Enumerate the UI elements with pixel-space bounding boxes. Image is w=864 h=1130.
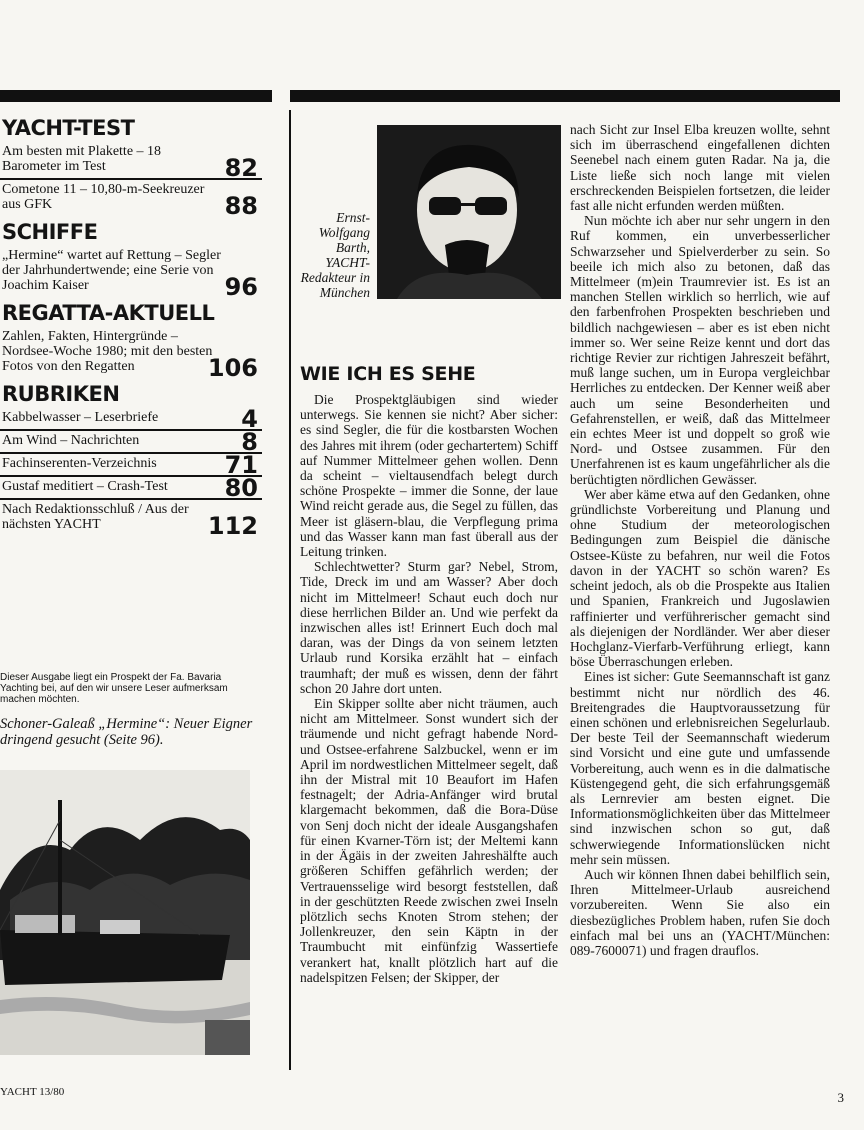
schooner-photo: [0, 770, 250, 1055]
issue-footer: YACHT 13/80: [0, 1086, 65, 1098]
page-number: 3: [837, 1090, 844, 1105]
article-headline: WIE ICH ES SEHE: [300, 363, 476, 385]
toc-entry[interactable]: [0, 142, 262, 180]
author-portrait: [377, 125, 561, 299]
toc-page-number: 82: [224, 154, 258, 182]
toc-page-number: 71: [224, 451, 258, 479]
toc-entry-text: Fachinserenten-Verzeichnis: [2, 456, 157, 471]
top-bar-left: [0, 90, 272, 102]
toc-entry-text: Am besten mit Plakette – 18 Barometer im Test: [2, 144, 162, 174]
toc-page-number: 106: [207, 354, 258, 382]
article-paragraph: Eines ist sicher: Gute Seemannschaft ist ganz bestimmt nicht nur nördlich des 46. Breitengrades die Hauptvoraussetzung für einen schönen und erlebnisreichen Segelurlaub. Der beste Teil der Seemannschaft wiederum sind Vorsicht und eine gute und umfassende Vorbereitung, auch wenn es in die dalmatische Küstengegend geht, die sich erfahrungsgemäß als Lernrevier am besten eignet. Die Informationsmöglichkeiten über das Mittelmeer sind inzwischen schon so gut, daß schwerwiegende Informationslücken nicht mehr sein müssen.: [570, 669, 830, 867]
toc-entry-text: „Hermine“ wartet auf Rettung – Segler der Jahrhundertwende; eine Serie von Joachim Kaiser: [2, 248, 221, 293]
toc-entry[interactable]: [0, 246, 262, 301]
toc-entry[interactable]: [0, 474, 262, 502]
article-paragraph: Schlechtwetter? Sturm gar? Nebel, Strom, Tide, Dreck im und am Wasser? Aber doch nicht im Mittelmeer! Schaut euch doch nur diese herrlichen Bilder an. Und wie perfekt da inzwischen alles ist! Erinnert Euch doch mal daran, was der Dings da von seinem letzten Urlaub rund Korsika erzählt hat – einfach traumhaft; der muß es wissen, denn der fährt schon 20 Jahre dort unten.: [300, 559, 558, 696]
toc-page-number: 4: [241, 405, 258, 433]
toc-section-title: SCHIFFE: [2, 220, 98, 244]
article-paragraph: Wer aber käme etwa auf den Gedanken, ohne gründlichste Vorbereitung und Planung und ohne Studium der meteorologischen Bedingungen zum Beispiel die dänische Ostsee-Küste zu befahren, nur weil die Fotos davon in der YACHT so schön waren? Es scheint jedoch, als ob die Prospekte aus Italien und Spanien, Frankreich und Jugoslawien raffinierter und verführerischer gemacht sind als diejenigen der Nordländer. Wer aber dieser Hochglanz-Vierfarb-Verführung erliegt, kann böse Überraschungen erleben.: [570, 486, 830, 670]
toc-page-number: 8: [241, 428, 258, 456]
article-paragraph: Die Prospektgläubigen sind wieder unterwegs. Sie kennen sie nicht? Aber sicher: es sind Segler, die für die kostbarsten Wochen des Jahres mit ihrem (oder gechartertem) Schiff auf Nummer Mittelmeer gehen wollen. Denn da scheint – vieltausendfach belegt durch schöne Prospekte – immer die Sonne, der laue Wind reicht gerade aus, die Segel zu füllen, das Meer ist gläsern-blau, die Verpflegung prima und das Wasser kann man fast überall aus der Leitung trinken.: [300, 392, 558, 560]
insert-note: Dieser Ausgabe liegt ein Prospekt der Fa. Bavaria Yachting bei, auf den wir unsere Leser aufmerksam machen möchten.: [0, 672, 228, 705]
article-paragraph: Nun möchte ich aber nur sehr ungern in den Ruf kommen, ein unverbesserlicher Schwarzseher und Spielverderber zu sein. So beeile ich mich also zu betonen, daß das Mittelmeer (m)ein Traumrevier ist. Es ist an manchen Stellen wirklich so herrlich, wie auf den farbenfrohen Prospekten beschrieben und bildlich nachgewiesen – aber es ist eben nicht immer so. Wer seine Reize kennt und dort das richtige Revier zur richtigen Jahreszeit befährt, muß lange suchen, um in Europa vergleichbar Herrliches zu entdecken. Der Kenner weiß aber auch um seine Besonderheiten und Gefahrenstellen, er weiß, daß das Mittelmeer ein echtes Meer ist und doppelt so groß wie Nord- und Ostsee zusammen. Für den Unerfahrenen ist es kaum ungefährlicher als die berüchtigten nördlichen Gewässer.: [570, 213, 830, 487]
photo-caption: Schoner-Galeaß „Hermine“: Neuer Eigner dringend gesucht (Seite 96).: [0, 716, 253, 748]
article-paragraph: Ein Skipper sollte aber nicht träumen, auch nicht am Mittelmeer. Sonst wundert sich der träumende und nicht gefragt habende Nord- und Ostsee-erfahrene Salzbuckel, wenn er im April im nordwestlichen Mittelmeer segelt, daß ihn der Mistral mit 10 Beaufort im Hafen festnagelt; der Adria-Anfänger wird brutal klargemacht bekommen, daß die Bora-Düse von Senj doch nicht der ideale Ausgangshafen für einen Kvarner-Törn ist; der Meltemi kann in der Ägäis in der zweiten Jahreshälfte auch größeren Schiffen gefährlich werden; der Vertrauensselige wird besorgt feststellen, daß in der geschützten Reede zwischen zwei Inseln plötzlich sechs Knoten Strom stehen; der Jollenkreuzer, den sein Käptn in der Traumbucht mit einfünfzig Wassertiefe verankert hat, knallt plötzlich hart auf die nadelspitzen Felsen; der Skipper, der: [300, 696, 558, 985]
toc-entry-text: Cometone 11 – 10,80-m-Seekreuzer aus GFK: [2, 182, 205, 212]
toc-page-number: 88: [224, 192, 258, 220]
article-paragraph: nach Sicht zur Insel Elba kreuzen wollte, sehnt sich im überraschend eingefallenen dichten Seenebel nach einem guten Radar. Na ja, die Liste ließe sich noch lange mit vielen erschreckenden Beispielen fortsetzen, die leider fast alle nicht erfunden werden müßten.: [570, 122, 830, 214]
author-caption: Ernst-Wolfgang Barth, YACHT-Redakteur in München: [300, 210, 370, 300]
toc-page-number: 80: [224, 474, 258, 502]
article-paragraph: Auch wir können Ihnen dabei behilflich sein, Ihren Mittelmeer-Urlaub ausreichend vorzubereiten. Wenn Sie also ein diesbezügliches Problem haben, rufen Sie doch einfach mal bei uns an (YACHT/München: 089-7600071) und fragen drauflos.: [570, 866, 830, 958]
toc-entry-text: Am Wind – Nachrichten: [2, 433, 140, 448]
toc-page-number: 96: [224, 273, 258, 301]
top-bar-right: [290, 90, 840, 102]
toc-entry[interactable]: [0, 180, 262, 220]
toc-page-number: 112: [207, 512, 258, 540]
toc-section-title: REGATTA-AKTUELL: [2, 301, 215, 325]
toc-entry-text: Kabbelwasser – Leserbriefe: [2, 410, 159, 425]
table-of-contents: [0, 112, 262, 540]
article-column-2: [570, 122, 830, 958]
toc-section-title: RUBRIKEN: [2, 382, 120, 406]
toc-entry-text: Gustaf meditiert – Crash-Test: [2, 479, 168, 494]
article-column-1: [300, 392, 558, 985]
toc-entry-text: Zahlen, Fakten, Hintergründe – Nordsee-Woche 1980; mit den besten Fotos von den Regatten: [2, 329, 213, 374]
toc-entry[interactable]: [0, 327, 262, 382]
toc-entry-text: Nach Redaktionsschluß / Aus der nächsten YACHT: [2, 502, 189, 532]
toc-section-title: YACHT-TEST: [2, 116, 135, 140]
toc-entry[interactable]: [0, 428, 262, 456]
toc-entry[interactable]: [0, 500, 262, 540]
toc-entry[interactable]: [0, 405, 262, 433]
toc-entry[interactable]: [0, 451, 262, 479]
